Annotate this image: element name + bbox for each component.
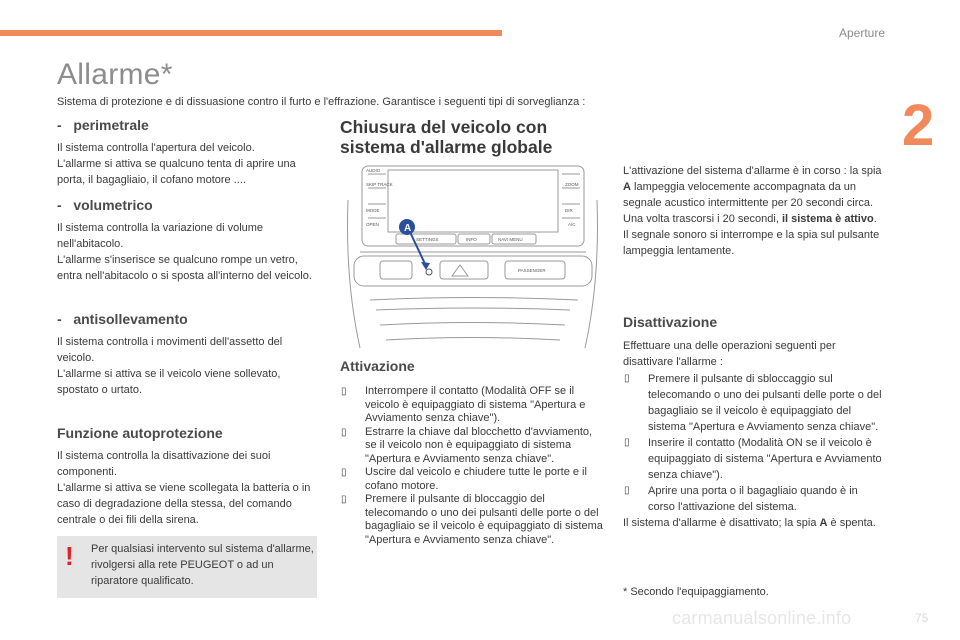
antisollevamento-text [57, 334, 319, 398]
list-item-text: Interrompere il contatto (Modalità OFF se il veicolo è equipaggiato di sistema "Apertura e Avviamento senza chiave"). [365, 385, 586, 424]
list-item-text: Premere il pulsante di sbloccaggio sul telecomando o uno dei pulsanti delle porte o del bagagliaio se il veicolo è equipaggiato del sistema "Apertura e Avviamento senza chiave". [648, 373, 882, 433]
disattivazione-list [623, 371, 885, 515]
paragraph: L'allarme si attiva se viene scollegata la batteria o in caso di degradazione della stessa, del comando centrale o dei fili della sirena. [57, 482, 311, 526]
bullet-icon: ▯ [624, 437, 630, 448]
dir-label: DIR [565, 208, 573, 213]
list-item-text: Estrarre la chiave dal blocchetto d'avviamento, se il veicolo non è equipaggiato di sistema "Apertura e Avviamento senza chiave". [365, 425, 593, 465]
disattivazione-heading: Disattivazione [623, 314, 718, 330]
temp-label: A/C [568, 222, 576, 227]
mode-label: MODE [366, 208, 380, 213]
paragraph: L'allarme si attiva se qualcuno tenta di aprire una porta, il bagagliaio, il cofano motore .... [57, 158, 296, 186]
bullet-icon: ▯ [624, 373, 630, 384]
paragraph: Il sistema controlla i movimenti dell'assetto del veicolo. [57, 336, 283, 364]
disattivazione-intro: Effettuare una delle operazioni seguenti per disattivare l'allarme : [623, 340, 836, 368]
settings-label: SETTINGS [416, 237, 439, 242]
text: Una volta trascorsi i 20 secondi, [623, 213, 782, 225]
text: . Il segnale sonoro si interrompe e la spia sul pulsante lampeggia lentamente. [623, 213, 880, 257]
list-item-text: Uscire dal veicolo e chiudere tutte le porte e il cofano motore. [365, 466, 587, 492]
text: è spenta. [827, 517, 876, 529]
volumetrico-heading: - volumetrico [57, 197, 153, 213]
left-column [57, 117, 317, 188]
bold-text: il sistema è attivo [781, 213, 874, 225]
watermark: carmanualsonline.info [672, 608, 852, 628]
bullet-icon: ▯ [341, 494, 347, 505]
paragraph: L'allarme s'inserisce se qualcuno rompe un vetro, entra nell'abitacolo o si sposta all'interno del veicolo. [57, 254, 312, 282]
page-number: 75 [915, 611, 929, 625]
paragraph: Il sistema controlla l'apertura del veicolo. [57, 142, 255, 154]
list-item-text: Aprire una porta o il bagagliaio quando è in corso l'attivazione del sistema. [648, 485, 858, 513]
spia-a-label: A [623, 181, 631, 193]
warning-text: Per qualsiasi intervento sul sistema d'allarme, rivolgersi alla rete PEUGEOT o ad un riparatore qualificato. [91, 543, 314, 587]
bullet-icon: ▯ [624, 485, 630, 496]
antisollevamento-section [57, 311, 319, 398]
intro-text: Sistema di protezione e di dissuasione contro il furto e l'effrazione. Garantisce i seguenti tipi di sorveglianza : [57, 96, 586, 108]
info-label: INFO [466, 237, 477, 242]
chapter-number: 2 [902, 93, 935, 158]
list-item [340, 426, 605, 467]
footnote: * Secondo l'equipaggiamento. [623, 586, 769, 598]
autoprotezione-heading: Funzione autoprotezione [57, 425, 223, 441]
navi-menu-label: NAVI MENU [498, 237, 523, 242]
paragraph: Il sistema controlla la disattivazione dei suoi componenti. [57, 450, 271, 478]
open-label: OPEN [366, 222, 379, 227]
spia-a-label: A [819, 517, 828, 529]
audio-label: AUDIO [366, 168, 381, 173]
skip-track-label: SKIP TRACK [366, 182, 393, 187]
list-item [340, 493, 605, 547]
volumetrico-text [57, 220, 319, 284]
volumetrico-section [57, 197, 319, 284]
list-item [340, 466, 605, 493]
zoom-label: ZOOM [565, 182, 579, 187]
section-heading: Chiusura del veicolo con sistema d'allarme globale [340, 117, 553, 157]
paragraph [623, 163, 885, 211]
autoprotezione-section [57, 425, 319, 528]
dashboard-illustration [340, 160, 605, 348]
page-title: Allarme* [57, 58, 173, 91]
perimetrale-heading: - perimetrale [57, 117, 149, 133]
passenger-label: PASSENGER [518, 268, 546, 273]
text: lampeggia velocemente accompagnata da un segnale acustico intermittente per 20 secondi circa. [623, 181, 874, 209]
perimetrale-text [57, 140, 317, 188]
list-item-text: Premere il pulsante di bloccaggio del telecomando o uno dei pulsanti delle porte o del bagagliaio se il veicolo è equipaggiato di sistema "Apertura e Avviamento senza chiave". [365, 493, 603, 546]
paragraph: L'allarme si attiva se il veicolo viene sollevato, spostato o urtato. [57, 368, 281, 396]
attivazione-heading: Attivazione [340, 358, 415, 374]
paragraph [623, 211, 885, 259]
bullet-icon: ▯ [341, 386, 347, 397]
warning-exclamation-icon: ! [65, 541, 74, 571]
list-item [623, 435, 885, 483]
chapter-title: Aperture [838, 26, 885, 40]
paragraph: Il sistema controlla la variazione di volume nell'abitacolo. [57, 222, 264, 250]
list-item [623, 483, 885, 515]
activation-description [623, 163, 885, 259]
disattivazione-section [623, 314, 885, 531]
header-accent-bar [0, 30, 502, 36]
list-item [623, 371, 885, 435]
bullet-icon: ▯ [341, 426, 347, 438]
text: Il sistema d'allarme è disattivato; la spia [623, 517, 820, 529]
antisollevamento-heading: - antisollevamento [57, 311, 188, 327]
attivazione-section [340, 358, 605, 547]
autoprotezione-text [57, 448, 319, 528]
attivazione-list [340, 385, 605, 547]
text: L'attivazione del sistema d'allarme è in corso : la spia [623, 165, 882, 177]
callout-a-text: A [404, 223, 412, 234]
alarm-button-led [426, 269, 432, 275]
list-item [340, 385, 605, 426]
bullet-icon: ▯ [341, 467, 347, 478]
disattivazione-end [623, 515, 885, 531]
list-item-text: Inserire il contatto (Modalità ON se il veicolo è equipaggiato di sistema "Apertura e Avviamento senza chiave"). [648, 437, 882, 481]
console-drawing [340, 160, 605, 348]
